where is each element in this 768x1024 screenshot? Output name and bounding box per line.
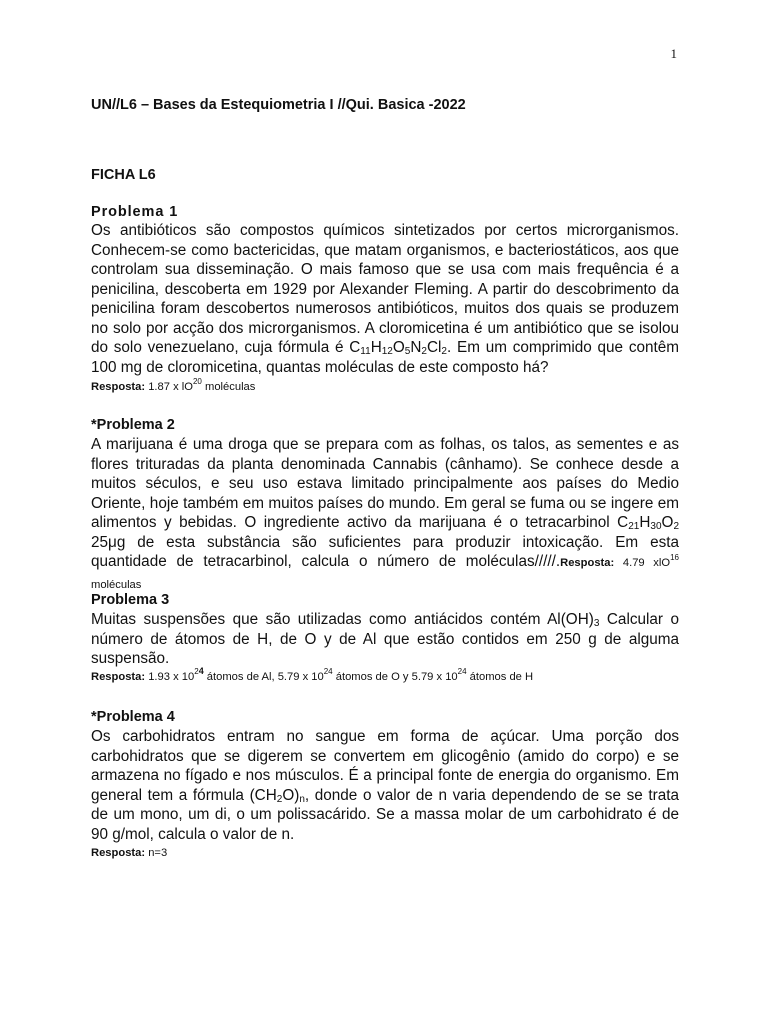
problem-1-text: Os antibióticos são compostos químicos sintetizados por certos microrganismos. Conhecem-se como bactericidas, que matam organismos, e bacteriostáticos, aos que controlam sua disseminação. O mais famoso que se usa com mais frequência é a penicilina, descoberta em 1929 por Alexander Fleming. A partir do descobrimento da penicilina foram descobertos numerosos antibióticos, muitos dos quais se produzem no solo por acção dos microrganismos. A cloromicetina é um antibiótico que se isolou do solo venezuelano, cuja fórmula é $C_{11}H_{12}O_5N_2Cl_2$. Em um comprimido que contêm 100 mg de cloromicetina, quantas moléculas de este composto há?	[91, 222, 679, 376]
document-title: UN//L6 – Bases da Estequiometria I //Qui. Basica -2022	[91, 97, 466, 113]
problem-2-answer: Resposta: 4.79 xlO$^{16}$ moléculas	[91, 553, 679, 591]
problem-3-answer: Resposta: 1.93 x $10^{24}$ átomos de Al, 5.79 x $10^{24}$ átomos de O y 5.79 x $10^{24}$ átomos de H	[91, 666, 534, 683]
problem-1-answer: Resposta: 1.87 x $lO^{20}$ moléculas	[91, 377, 256, 393]
sheet-title: FICHA L6	[91, 167, 156, 183]
problem-4-text: Os carbohidratos entram no sangue em forma de açúcar. Uma porção dos carbohidratos que se digerem se convertem em glicogênio (amido do corpo) e se armazena no fígado e nos músculos. É a principal fonte de energia do organismo. Em general tem a fórmula $(CH_2O)_n$, donde o valor de n varia dependendo de se se trata de um mono, um di, o um polissacárido. Se a massa molar de um carbohidrato é de 90 g/mol, calcula o valor de n.	[91, 728, 679, 843]
page-number: 1	[670, 46, 677, 61]
problem-2-text: A marijuana é uma droga que se prepara com as folhas, os talos, as sementes e as flores trituradas da planta denominada Cannabis (cânhamo). Se conhece desde a muitos séculos, e seu uso estava limitado principalmente aos países do Medio Oriente, hoje também em muitos países do mundo. Em geral se fuma ou se ingere em alimentos y bebidas. O ingrediente activo da marijuana é o tetracarbinol $C_{21}H_{30}O_2$ 25μg de esta substância são suficientes para produzir intoxicação. Em esta quantidade de tetracarbinol, calcula o número de moléculas/////.Resposta: 4.79 xlO$^{16}$ moléculas	[91, 436, 679, 591]
problem-3-title: Problema 3	[91, 592, 170, 608]
problem-3-text: Muitas suspensões que são utilizadas como antiácidos contém $Al(OH)_3$ Calcular o número de átomos de H, de O y de Al que estão contidos em 250 g de alguma suspensão.	[91, 611, 679, 667]
problem-1-title: Problema 1	[91, 204, 179, 220]
problem-4-answer: Resposta: n=3	[91, 847, 168, 859]
problem-4-title: *Problema 4	[91, 709, 175, 725]
problem-2-title: *Problema 2	[91, 417, 175, 433]
